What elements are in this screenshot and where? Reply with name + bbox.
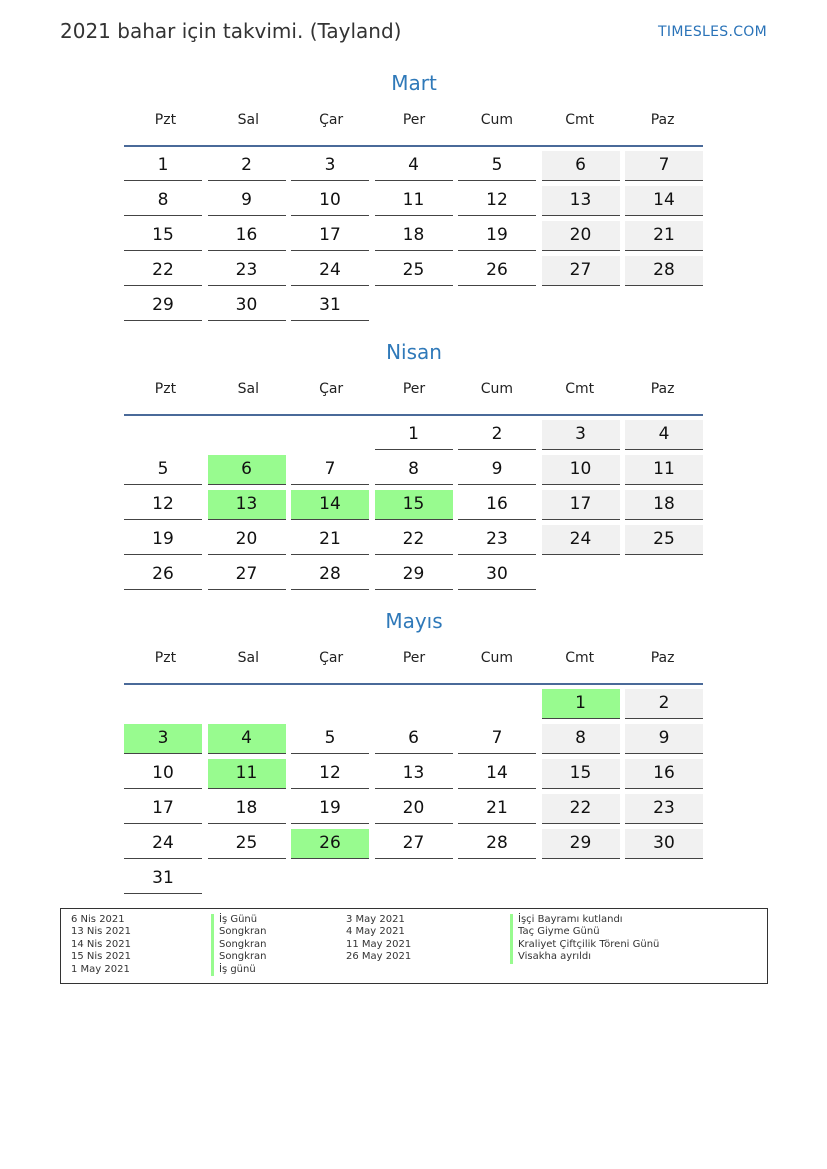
day-cell: 9	[458, 455, 536, 485]
month-block	[124, 70, 704, 321]
day-cell: 2	[458, 420, 536, 450]
weekday-label: Cum	[480, 381, 514, 397]
legend-holiday-name: Visakha ayrıldı	[510, 951, 659, 963]
page-title: 2021 bahar için takvimi. (Tayland)	[60, 19, 402, 43]
weekday-label: Paz	[650, 650, 675, 666]
day-cell: 9	[625, 724, 703, 754]
day-cell: 12	[291, 759, 369, 789]
weekday-label: Pzt	[154, 112, 177, 128]
day-cell: 3	[291, 151, 369, 181]
legend-holiday-date: 6 Nis 2021	[71, 914, 125, 925]
legend-holiday-name: Kraliyet Çiftçilik Töreni Günü	[510, 939, 659, 951]
day-cell: 20	[542, 221, 620, 251]
legend-holiday-name: Taç Giyme Günü	[510, 926, 659, 938]
day-cell: 31	[291, 291, 369, 321]
day-cell: 14	[458, 759, 536, 789]
brand-link[interactable]: TIMESLES.COM	[658, 24, 767, 40]
weekday-label: Sal	[237, 112, 259, 128]
day-cell: 30	[625, 829, 703, 859]
weekday-header	[124, 378, 704, 400]
day-cell: 16	[458, 490, 536, 520]
day-cell: 6	[542, 151, 620, 181]
day-cell: 15	[542, 759, 620, 789]
day-cell: 31	[124, 864, 202, 894]
weekday-label: Paz	[650, 112, 675, 128]
day-grid	[124, 151, 704, 321]
month-block	[124, 608, 704, 894]
legend-holiday-date: 14 Nis 2021	[71, 938, 131, 950]
weekday-label: Cmt	[565, 381, 595, 397]
day-cell: 28	[291, 560, 369, 590]
day-cell: 23	[208, 256, 286, 286]
empty-cell	[124, 689, 202, 718]
month-title: Nisan	[386, 340, 442, 364]
legend-holiday-date: 26 May 2021	[346, 951, 412, 963]
holiday-day-cell: 14	[291, 490, 369, 520]
holiday-day-cell: 6	[208, 455, 286, 485]
day-cell: 26	[124, 560, 202, 590]
day-cell: 21	[291, 525, 369, 555]
legend-right-names	[510, 914, 659, 964]
day-cell: 29	[375, 560, 453, 590]
day-cell: 6	[375, 724, 453, 754]
day-cell: 22	[124, 256, 202, 286]
legend-right-dates	[346, 914, 411, 964]
empty-cell	[124, 420, 202, 449]
day-cell: 8	[542, 724, 620, 754]
day-cell: 9	[208, 186, 286, 216]
month-title: Mayıs	[385, 609, 443, 633]
legend-holiday-name: Songkran	[211, 926, 267, 938]
day-cell: 20	[375, 794, 453, 824]
holiday-day-cell: 26	[291, 829, 369, 859]
day-cell: 21	[625, 221, 703, 251]
day-cell: 7	[291, 455, 369, 485]
weekday-label: Pzt	[154, 650, 177, 666]
day-cell: 2	[208, 151, 286, 181]
day-cell: 27	[375, 829, 453, 859]
legend-holiday-name: İş Günü	[211, 914, 267, 926]
day-cell: 5	[458, 151, 536, 181]
weekday-label: Cmt	[565, 650, 595, 666]
empty-cell	[291, 420, 369, 449]
day-cell: 25	[375, 256, 453, 286]
day-cell: 13	[542, 186, 620, 216]
day-cell: 12	[458, 186, 536, 216]
holiday-day-cell: 3	[124, 724, 202, 754]
day-cell: 24	[291, 256, 369, 286]
holiday-legend	[60, 908, 768, 984]
day-cell: 30	[208, 291, 286, 321]
weekday-label: Pzt	[154, 381, 177, 397]
day-cell: 7	[625, 151, 703, 181]
legend-left-dates	[71, 914, 131, 976]
day-cell: 29	[542, 829, 620, 859]
day-cell: 14	[625, 186, 703, 216]
legend-holiday-date: 3 May 2021	[346, 914, 405, 925]
day-cell: 7	[458, 724, 536, 754]
day-cell: 13	[375, 759, 453, 789]
weekday-label: Çar	[319, 112, 344, 128]
day-cell: 18	[208, 794, 286, 824]
legend-holiday-name: İşçi Bayramı kutlandı	[510, 914, 659, 926]
weekday-label: Sal	[237, 650, 259, 666]
day-cell: 8	[375, 455, 453, 485]
holiday-day-cell: 1	[542, 689, 620, 719]
weekday-label: Cmt	[565, 112, 595, 128]
weekday-label: Per	[402, 381, 426, 397]
header-rule	[124, 145, 703, 147]
day-cell: 16	[208, 221, 286, 251]
empty-cell	[458, 689, 536, 718]
weekday-header	[124, 109, 704, 131]
day-cell: 24	[542, 525, 620, 555]
day-cell: 23	[625, 794, 703, 824]
holiday-day-cell: 4	[208, 724, 286, 754]
day-cell: 17	[124, 794, 202, 824]
empty-cell	[208, 420, 286, 449]
legend-holiday-date: 4 May 2021	[346, 926, 405, 938]
legend-holiday-name: İş günü	[211, 964, 267, 976]
holiday-day-cell: 15	[375, 490, 453, 520]
weekday-label: Per	[402, 650, 426, 666]
day-cell: 25	[625, 525, 703, 555]
day-cell: 11	[375, 186, 453, 216]
empty-cell	[208, 689, 286, 718]
day-cell: 1	[375, 420, 453, 450]
day-cell: 19	[124, 525, 202, 555]
weekday-label: Cum	[480, 650, 514, 666]
day-cell: 11	[625, 455, 703, 485]
legend-holiday-name: Songkran	[211, 951, 267, 963]
month-title: Mart	[391, 71, 437, 95]
day-cell: 25	[208, 829, 286, 859]
day-cell: 19	[458, 221, 536, 251]
day-cell: 20	[208, 525, 286, 555]
day-cell: 2	[625, 689, 703, 719]
legend-left-names	[211, 914, 267, 976]
weekday-label: Cum	[480, 112, 514, 128]
day-grid	[124, 420, 704, 590]
day-cell: 4	[375, 151, 453, 181]
day-cell: 5	[291, 724, 369, 754]
day-cell: 16	[625, 759, 703, 789]
legend-holiday-date: 15 Nis 2021	[71, 951, 131, 963]
day-cell: 1	[124, 151, 202, 181]
day-cell: 18	[625, 490, 703, 520]
legend-holiday-name: Songkran	[211, 939, 267, 951]
day-cell: 29	[124, 291, 202, 321]
weekday-label: Çar	[319, 381, 344, 397]
day-cell: 21	[458, 794, 536, 824]
empty-cell	[375, 689, 453, 718]
weekday-label: Sal	[237, 381, 259, 397]
header-rule	[124, 683, 703, 685]
day-grid	[124, 689, 704, 894]
day-cell: 18	[375, 221, 453, 251]
day-cell: 23	[458, 525, 536, 555]
day-cell: 28	[458, 829, 536, 859]
day-cell: 4	[625, 420, 703, 450]
legend-holiday-date: 13 Nis 2021	[71, 926, 131, 938]
day-cell: 10	[291, 186, 369, 216]
empty-cell	[291, 689, 369, 718]
day-cell: 30	[458, 560, 536, 590]
day-cell: 26	[458, 256, 536, 286]
day-cell: 8	[124, 186, 202, 216]
day-cell: 19	[291, 794, 369, 824]
day-cell: 17	[291, 221, 369, 251]
header-rule	[124, 414, 703, 416]
month-block	[124, 339, 704, 590]
day-cell: 27	[542, 256, 620, 286]
day-cell: 28	[625, 256, 703, 286]
holiday-day-cell: 11	[208, 759, 286, 789]
day-cell: 22	[375, 525, 453, 555]
weekday-label: Per	[402, 112, 426, 128]
day-cell: 27	[208, 560, 286, 590]
day-cell: 10	[542, 455, 620, 485]
holiday-day-cell: 13	[208, 490, 286, 520]
legend-holiday-date: 1 May 2021	[71, 963, 130, 975]
weekday-label: Çar	[319, 650, 344, 666]
day-cell: 10	[124, 759, 202, 789]
day-cell: 17	[542, 490, 620, 520]
day-cell: 22	[542, 794, 620, 824]
weekday-label: Paz	[650, 381, 675, 397]
day-cell: 24	[124, 829, 202, 859]
day-cell: 15	[124, 221, 202, 251]
day-cell: 3	[542, 420, 620, 450]
day-cell: 12	[124, 490, 202, 520]
legend-holiday-date: 11 May 2021	[346, 938, 412, 950]
weekday-header	[124, 647, 704, 669]
day-cell: 5	[124, 455, 202, 485]
